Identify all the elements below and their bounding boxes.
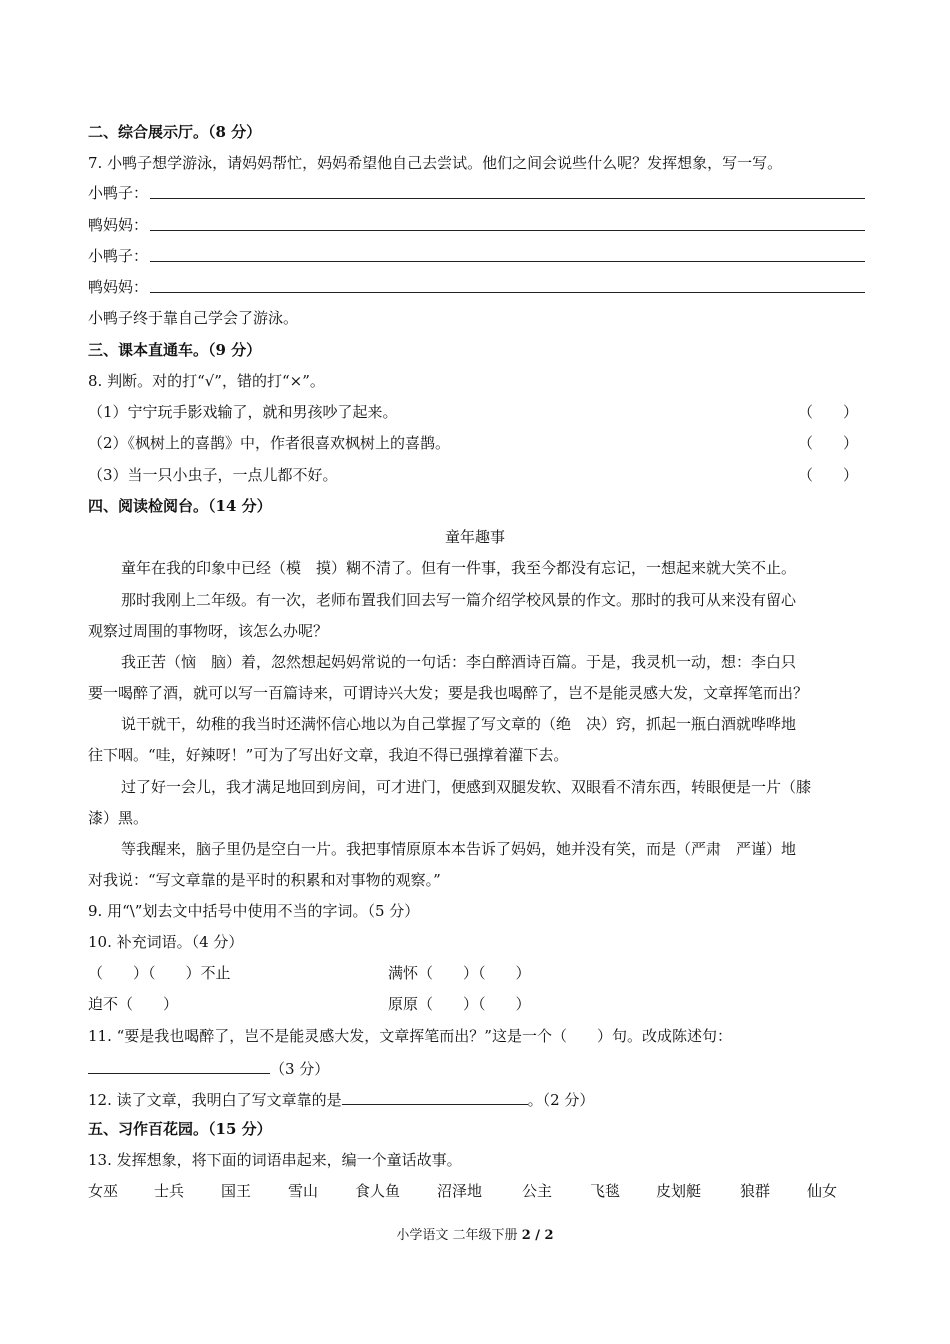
story-line: 观察过周围的事物呀，该怎么办呢？ <box>88 622 329 640</box>
dialog-label: 小鸭子： <box>88 247 149 265</box>
story-line: 我正苦（恼 脑）着，忽然想起妈妈常说的一句话：李白醉酒诗百篇。于是，我灵机一动，想：李白只 <box>121 653 797 671</box>
judge-item: （1）宁宁玩手影戏输了，就和男孩吵了起来。 <box>88 403 398 421</box>
question-12-text: 12. 读了文章，我明白了写文章靠的是 <box>88 1091 342 1109</box>
question-9: 9. 用“\”划去文中括号中使用不当的字词。（5 分） <box>88 902 420 920</box>
footer-text: 小学语文 二年级下册 <box>396 1228 518 1243</box>
dialog-row[interactable] <box>88 246 865 268</box>
story-keyword: 狼群 <box>740 1182 771 1200</box>
story-line: 漆）黑。 <box>88 809 149 827</box>
fill-word[interactable]: （ ）（ ）不止 <box>88 964 231 982</box>
answer-line <box>150 198 865 199</box>
story-keyword: 国王 <box>221 1182 252 1200</box>
dialog-row[interactable] <box>88 215 865 237</box>
judge-answer-box[interactable]: （ ） <box>798 466 859 484</box>
question-12-score: 。（2 分） <box>527 1091 595 1109</box>
question-11-score: （3 分） <box>270 1060 330 1078</box>
story-line: 等我醒来，脑子里仍是空白一片。我把事情原原本本告诉了妈妈，她并没有笑，而是（严肃 严谨）地 <box>121 840 797 858</box>
dialog-row[interactable] <box>88 277 865 299</box>
dialog-label: 小鸭子： <box>88 184 149 202</box>
question-7: 7. 小鸭子想学游泳，请妈妈帮忙，妈妈希望他自己去尝试。他们之间会说些什么呢？发挥想象，写一写。 <box>88 154 783 172</box>
story-title: 童年趣事 <box>444 528 505 546</box>
dialog-row[interactable] <box>88 183 865 205</box>
section5-heading: 五、习作百花园。（15 分） <box>88 1120 272 1138</box>
page-footer <box>0 1227 950 1245</box>
section4-heading: 四、阅读检阅台。（14 分） <box>88 497 272 515</box>
judge-answer-box[interactable]: （ ） <box>798 434 859 452</box>
story-keyword: 仙女 <box>807 1182 838 1200</box>
story-line: 说干就干，幼稚的我当时还满怀信心地以为自己掌握了写文章的（绝 决）窍，抓起一瓶白酒就哗哗地 <box>121 715 797 733</box>
page-number: 2 / 2 <box>521 1228 554 1243</box>
answer-line <box>150 230 865 231</box>
dialog-label: 鸭妈妈： <box>88 216 149 234</box>
question-10: 10. 补充词语。（4 分） <box>88 933 244 951</box>
story-line: 对我说：“写文章靠的是平时的积累和对事物的观察。” <box>88 871 441 889</box>
judge-item: （2）《枫树上的喜鹊》中，作者很喜欢枫树上的喜鹊。 <box>88 434 451 452</box>
story-line: 那时我刚上二年级。有一次，老师布置我们回去写一篇介绍学校风景的作文。那时的我可从来没有留心 <box>121 591 797 609</box>
story-keyword: 士兵 <box>154 1182 185 1200</box>
story-line: 过了好一会儿，我才满足地回到房间，可才进门，便感到双腿发软、双眼看不清东西，转眼便是一片（膝 <box>121 778 812 796</box>
question-13: 13. 发挥想象，将下面的词语串起来，编一个童话故事。 <box>88 1151 462 1169</box>
story-line: 童年在我的印象中已经（模 摸）糊不清了。但有一件事，我至今都没有忘记，一想起来就大笑不止。 <box>121 559 797 577</box>
story-keyword: 雪山 <box>288 1182 319 1200</box>
dialog-ending: 小鸭子终于靠自己学会了游泳。 <box>88 309 299 327</box>
fill-word[interactable]: 迫不（ ） <box>88 995 179 1013</box>
story-keyword: 飞毯 <box>590 1182 621 1200</box>
answer-line[interactable] <box>88 1057 270 1074</box>
question-11: 11. “要是我也喝醉了，岂不是能灵感大发，文章挥笔而出？”这是一个（ ）句。改成陈述句： <box>88 1027 732 1045</box>
question-12 <box>88 1088 594 1110</box>
section2-heading: 二、综合展示厅。（8 分） <box>88 123 262 141</box>
judge-answer-box[interactable]: （ ） <box>798 403 859 421</box>
answer-line[interactable] <box>342 1088 528 1105</box>
story-keyword: 食人鱼 <box>355 1182 401 1200</box>
question-11-answer-row <box>88 1057 329 1079</box>
story-keyword: 沼泽地 <box>437 1182 483 1200</box>
answer-line <box>150 261 865 262</box>
story-keyword: 女巫 <box>88 1182 119 1200</box>
question-8: 8. 判断。对的打“√”，错的打“×”。 <box>88 372 325 390</box>
fill-word[interactable]: 满怀（ ）（ ） <box>388 964 531 982</box>
story-line: 往下咽。“哇，好辣呀！”可为了写出好文章，我迫不得已强撑着灌下去。 <box>88 746 569 764</box>
story-line: 要一喝醉了酒，就可以写一百篇诗来，可谓诗兴大发；要是我也喝醉了，岂不是能灵感大发，文章挥笔而出？ <box>88 684 809 702</box>
section3-heading: 三、课本直通车。（9 分） <box>88 341 262 359</box>
story-keyword: 皮划艇 <box>656 1182 702 1200</box>
story-keyword: 公主 <box>522 1182 553 1200</box>
judge-item: （3）当一只小虫子，一点儿都不好。 <box>88 466 338 484</box>
dialog-label: 鸭妈妈： <box>88 278 149 296</box>
fill-word[interactable]: 原原（ ）（ ） <box>388 995 531 1013</box>
answer-line <box>150 292 865 293</box>
